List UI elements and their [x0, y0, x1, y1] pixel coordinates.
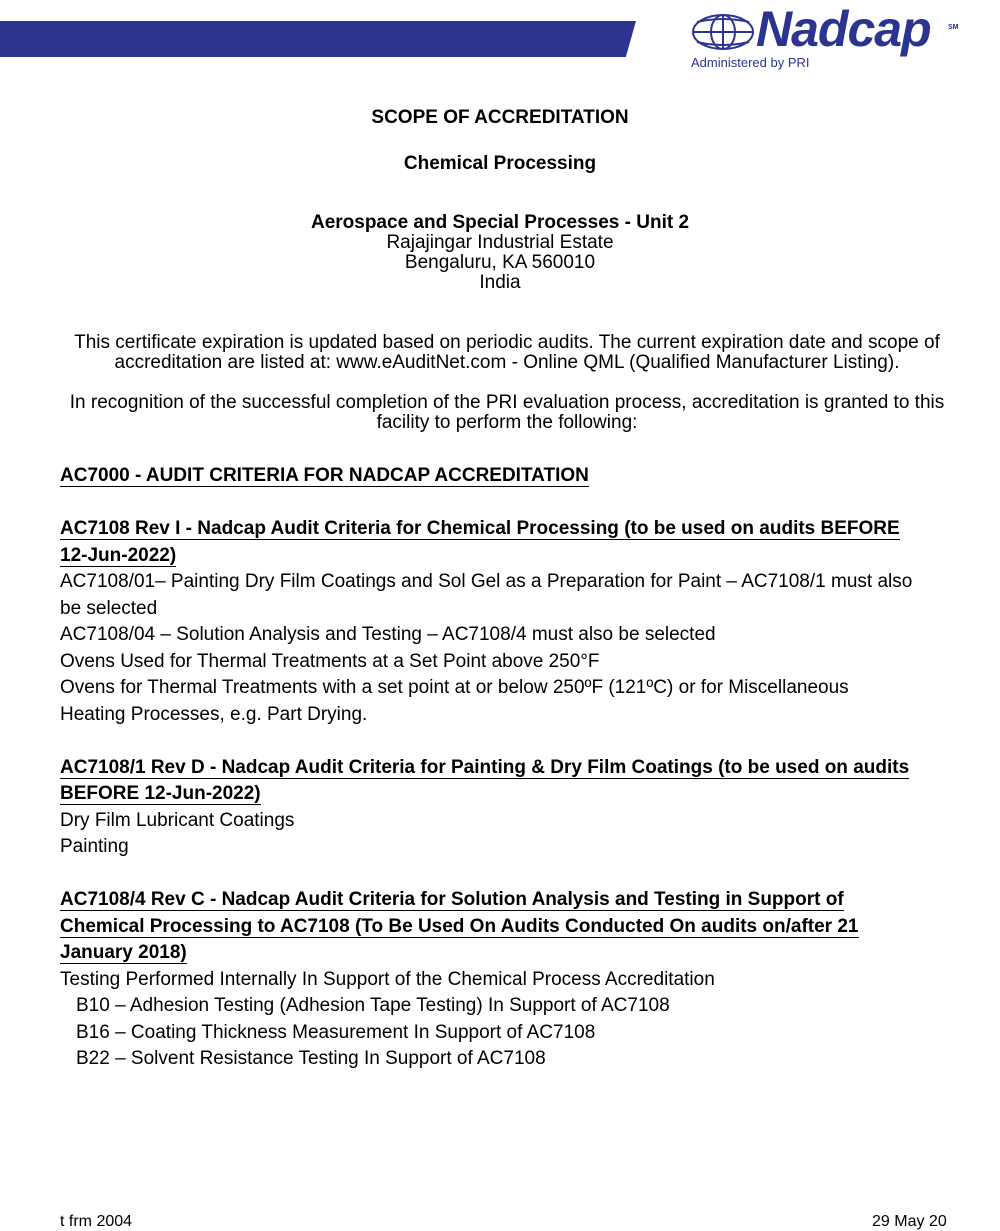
- heading-line: AC7108/4 Rev C - Nadcap Audit Criteria for Solution Analysis and Testing in Support of: [60, 889, 844, 910]
- heading-line: AC7108/1 Rev D - Nadcap Audit Criteria for Painting & Dry Film Coatings (to be used on audits: [60, 756, 910, 778]
- heading-line: BEFORE 12-Jun-2022): [60, 783, 261, 804]
- process-title: Chemical Processing: [403, 153, 597, 174]
- scope-sub-item: B10 – Adhesion Testing (Adhesion Tape Testing) In Support of AC7108: [76, 995, 670, 1016]
- footer-date: 29 May 20: [872, 1213, 947, 1230]
- facility-country: India: [479, 272, 521, 293]
- standard-heading: [60, 755, 960, 808]
- scope-item: AC7108/01– Painting Dry Film Coatings and Sol Gel as a Preparation for Paint – AC7108/1 must also: [60, 571, 913, 592]
- expiration-notice: This certificate expiration is updated based on periodic audits. The current expiration date and scope of accreditation are listed at: www.eAuditNet.com - Online QML (Qualified Manufacturer Listing).: [74, 332, 940, 373]
- facility-address-line-2: Bengaluru, KA 560010: [404, 252, 596, 273]
- scope-item: Painting: [60, 836, 129, 857]
- scope-item: Ovens for Thermal Treatments with a set point at or below 250ºF (121ºC) or for Miscellaneous: [60, 677, 849, 698]
- heading-line: January 2018): [60, 942, 187, 963]
- logo-tagline: Administered by PRI: [691, 55, 810, 70]
- facility-block: [0, 213, 1000, 293]
- standard-heading: [60, 887, 960, 967]
- recognition-statement: In recognition of the successful completion of the PRI evaluation process, accreditation is granted to this facility to perform the following:: [69, 392, 945, 433]
- scope-item: Ovens Used for Thermal Treatments at a Set Point above 250°F: [60, 650, 600, 672]
- scope-item: Testing Performed Internally In Support of the Chemical Process Accreditation: [60, 968, 715, 990]
- document-title: SCOPE OF ACCREDITATION: [371, 107, 629, 128]
- facility-name: Aerospace and Special Processes - Unit 2: [310, 212, 690, 233]
- heading-line: Chemical Processing to AC7108 (To Be Used On Audits Conducted On audits on/after 21: [60, 915, 859, 937]
- scope-sub-item: B16 – Coating Thickness Measurement In Support of AC7108: [76, 1021, 596, 1043]
- scope-sub-item: B22 – Solvent Resistance Testing In Support of AC7108: [76, 1048, 546, 1069]
- nadcap-logo: [688, 1, 959, 72]
- scope-item: AC7108/04 – Solution Analysis and Testing – AC7108/4 must also be selected: [60, 624, 716, 645]
- logo-wordmark: Nadcap: [756, 1, 931, 57]
- scope-item: Heating Processes, e.g. Part Drying.: [60, 703, 368, 725]
- heading-line: 12-Jun-2022): [60, 544, 177, 566]
- facility-address-line-1: Rajajingar Industrial Estate: [386, 232, 614, 253]
- accreditation-scope-list: [60, 463, 960, 1073]
- standard-heading: [60, 516, 960, 569]
- heading-line: AC7000 - AUDIT CRITERIA FOR NADCAP ACCREDITATION: [60, 465, 589, 486]
- logo-servicemark: SM: [948, 24, 959, 31]
- heading-line: AC7108 Rev I - Nadcap Audit Criteria for Chemical Processing (to be used on audits BEFORE: [60, 518, 900, 539]
- header-brand-bar: [0, 21, 636, 57]
- footer-form-id: t frm 2004: [60, 1213, 133, 1230]
- globe-icon: [690, 12, 756, 52]
- scope-item: be selected: [60, 597, 158, 619]
- standard-heading: [60, 463, 960, 490]
- scope-item: Dry Film Lubricant Coatings: [60, 809, 295, 831]
